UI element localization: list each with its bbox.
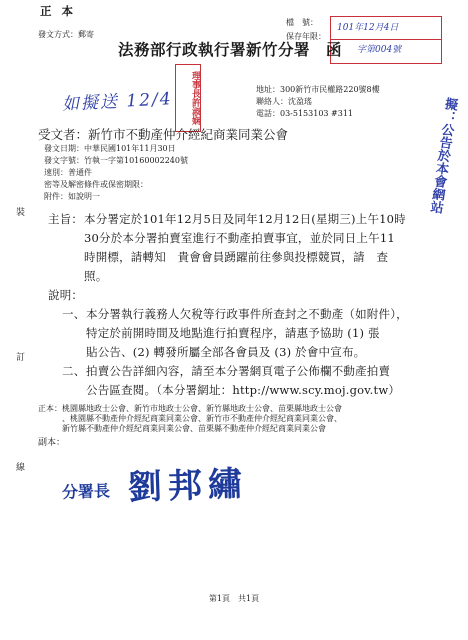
explanation-line: 本分署執行義務人欠稅等行政事件所查封之不動產（如附件）， [86, 307, 408, 321]
recipients-line: 桃園縣地政士公會、新竹市地政士公會、新竹縣地政士公會、苗栗縣地政士公會 [62, 404, 342, 413]
recipients-line: 、桃園縣不動產仲介經紀商業同業公會、新竹市不動產仲介經紀商業同業公會、 [62, 414, 342, 423]
contact-phone: 電話：03-5153103 #311 [256, 109, 354, 118]
subject-line: 30分於本分署拍賣室進行不動產拍賣事宜，並於同日上午11 [84, 231, 395, 245]
signature-title: 分署長 [61, 481, 111, 502]
issue-date: 發文日期：中華民國101年11月30日 [44, 144, 176, 153]
explanation-line: 公告區查閱。（本分署網址：http://www.scy.moj.gov.tw） [86, 383, 401, 397]
send-method: 發文方式：郵寄 [38, 30, 94, 39]
explanation-item-1 [86, 305, 408, 362]
explanation-line: 特定於前開時間及地點進行拍賣程序，請惠予協助 (1) 張 [86, 326, 380, 340]
document-title: 法務部行政執行署新竹分署 函 [118, 40, 343, 59]
margin-mark-staple: 訂 [16, 353, 26, 363]
explanation-line: 貼公告、(2) 轉發所屬全部各會員及 (3) 於會中宣布。 [86, 345, 366, 359]
receipt-date: 101年12月4日 [337, 23, 399, 33]
speed: 速別：普通件 [44, 168, 92, 177]
contact-address: 地址：300新竹市民權路220號8樓 [256, 85, 380, 94]
issue-number: 發文字號：竹執一字第10160002240號 [44, 156, 188, 165]
subject-line: 時開標，請轉知 貴會會員踴躍前往參與投標競買，請 查 [84, 250, 389, 264]
subject-label: 主旨： [48, 212, 84, 226]
approval-stamp: 擬：公告於本會網站 [426, 96, 459, 215]
chairman-seal: 理事長許淑娴 [175, 64, 201, 132]
main-recipients [62, 404, 342, 434]
copy-recipients-label: 副本： [38, 438, 66, 448]
attachment: 附件：如說明一 [44, 192, 100, 201]
explanation-item-number: 一、 [62, 307, 86, 321]
stamp-divider [331, 39, 441, 40]
receipt-number: 字第004號 [357, 45, 402, 55]
main-recipients-label: 正本： [38, 404, 62, 413]
receipt-stamp [330, 16, 442, 64]
explanation-item-2 [86, 362, 400, 400]
retention-label: 保存年限： [286, 32, 326, 41]
copy-label: 正 本 [40, 4, 77, 18]
subject-line: 照。 [84, 269, 108, 283]
recipient: 受文者：新竹市不動產仲介經紀商業同業公會 [38, 127, 289, 142]
handwritten-note: 如擬送 12/4 [61, 89, 174, 115]
page-number: 第1頁 共1頁 [208, 594, 260, 603]
explanation-item-number: 二、 [62, 364, 86, 378]
signature-name: 劉邦繡 [127, 463, 249, 509]
recipients-line: 新竹縣不動產仲介經紀商業同業公會、苗栗縣不動產仲介經紀商業同業公會 [62, 424, 326, 433]
security-level: 密等及解密條件或保密期限： [44, 180, 148, 189]
contact-person: 聯絡人：沈盈瑤 [256, 97, 312, 106]
margin-mark-line: 線 [16, 463, 26, 473]
margin-mark-bind: 裝 [16, 208, 26, 218]
file-no-label: 檔 號： [286, 18, 318, 27]
explanation-line: 拍賣公告詳細內容，請至本分署網頁電子公佈欄不動產拍賣 [86, 364, 391, 378]
subject-text [84, 210, 406, 286]
subject-line: 本分署定於101年12月5日及同年12月12日(星期三)上午10時 [84, 212, 406, 226]
explanation-label: 說明： [48, 288, 84, 302]
